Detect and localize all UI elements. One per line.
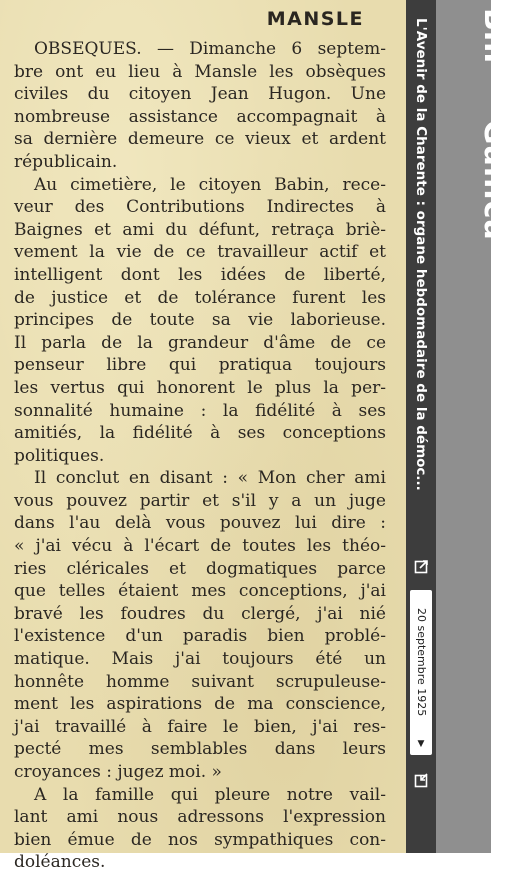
article-line: de justice et de tolérance furent les [14,287,386,308]
banner-brand-strip [436,0,512,853]
article-line: civiles du citoyen Jean Hugon. Une [14,84,386,105]
article-line: vement la vie de ce travailleur actif et [14,242,386,263]
article-line: Il parla de la grandeur d'âme de ce [14,332,386,353]
article-line: les vertus qui honorent le plus la per- [14,377,386,398]
article-line: penseur libre qui pratiqua toujours [14,355,386,376]
article-line: croyances : jugez moi. » [14,762,222,782]
article-line: OBSEQUES. — Dimanche 6 septem- [34,39,386,59]
article-line: honnête homme suivant scrupuleuse- [14,671,386,692]
article-line: républicain. [14,151,118,172]
gallica-logo[interactable]: Gallica [477,120,512,241]
article-line: intelligent dont les idées de liberté, [14,264,386,285]
bnf-logo[interactable]: BnF [477,8,512,73]
date-selector[interactable] [410,590,432,755]
article-line: matique. Mais j'ai toujours été un [14,649,386,670]
document-title[interactable]: L'Avenir de la Charente : organe hebdomadaire de la démoc... [413,18,429,491]
article-line: principes de toute sa vie laborieuse. [14,310,386,331]
share-icon[interactable] [414,558,430,574]
article-line: « j'ai vécu à l'écart de toutes les théo- [14,536,386,557]
article-line: vous pouvez partir et s'il y a un juge [14,490,386,511]
article-line: sonnalité humaine : la fidélité à ses [14,400,386,421]
article-line: bre ont eu lieu à Mansle les obsèques [14,61,386,82]
article-line: bien émue de nos sympathiques con- [14,829,386,850]
article-line: ment les aspirations de ma conscience, [14,694,386,715]
article-line: Il conclut en disant : « Mon cher ami [34,468,386,489]
issue-date: 20 septembre 1925 [415,608,428,717]
article-line: nombreuse assistance accompagnait à [14,106,386,127]
download-icon[interactable] [414,772,430,788]
article-line: politiques. [14,445,105,466]
article-line: j'ai travaillé à faire le bien, j'ai res- [14,716,386,737]
article-line: lant ami nous adressons l'expression [14,807,386,828]
article-line: bravé les foudres du clergé, j'ai nié [14,603,386,624]
article-line: pecté mes semblables dans leurs [14,739,386,760]
section-heading: MANSLE [266,8,364,30]
article-line: Au cimetière, le citoyen Babin, rece- [34,174,386,195]
article-line: veur des Contributions Indirectes à [14,197,386,218]
article-line: amitiés, la fidélité à ses conceptions [14,423,386,444]
article-line: doléances. [14,852,106,873]
article-line: l'existence d'un paradis bien problé- [14,626,386,647]
article-line: que telles étaient mes conceptions, j'ai [14,581,386,602]
article-line: sa dernière demeure ce vieux et ardent [14,129,386,150]
article-line: dans l'au delà vous pouvez lui dire : [14,513,386,534]
article-body [14,38,386,874]
gallica-banner [406,0,512,853]
article-line: Baignes et ami du défunt, retraça briè- [14,219,386,240]
date-dropdown-icon[interactable]: ▼ [417,739,425,749]
banner-title-strip [406,0,436,853]
article-line: ries cléricales et dogmatiques parce [14,558,386,579]
article-line: A la famille qui pleure notre vail- [34,784,386,805]
